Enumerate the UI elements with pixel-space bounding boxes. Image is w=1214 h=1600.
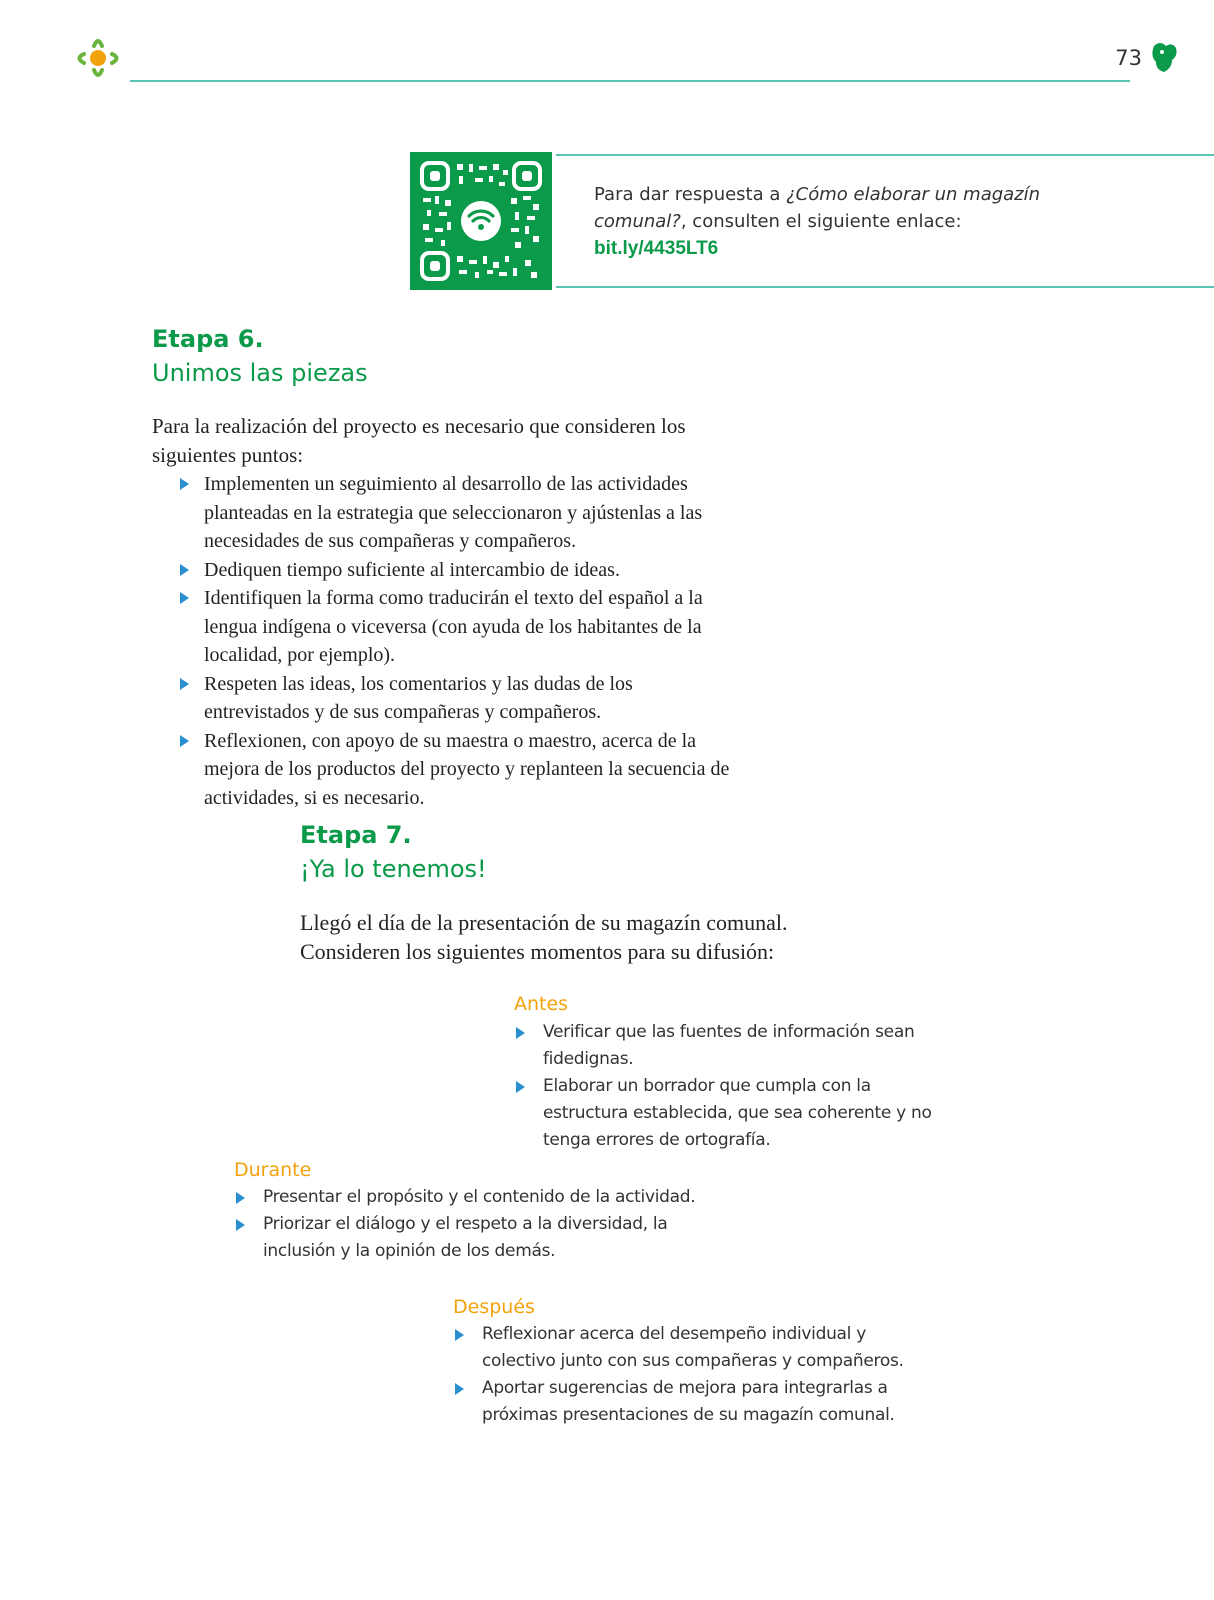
header-rule (130, 80, 1130, 82)
flower-logo-icon (72, 34, 124, 84)
stage6-title: Unimos las piezas (152, 359, 368, 387)
list-item-text: Respeten las ideas, los comentarios y las dudas de los entrevistados y de sus compañeras y compañeros. (204, 672, 633, 723)
list-item-text: Aportar sugerencias de mejora para integrarlas a próximas presentaciones de su magazín comunal. (482, 1378, 895, 1425)
stage7-number: Etapa 7. (300, 821, 412, 849)
list-item (234, 1211, 724, 1265)
antes-list (514, 1019, 994, 1154)
list-item (514, 1073, 994, 1154)
bullet-arrow-icon (516, 1081, 525, 1093)
list-item-text: Verificar que las fuentes de información sean fidedignas. (543, 1022, 915, 1069)
despues-list (453, 1321, 943, 1429)
list-item-text: Presentar el propósito y el contenido de la actividad. (263, 1187, 696, 1207)
stage7-heading (300, 818, 487, 886)
list-item-text: Identifiquen la forma como traducirán el texto del español a la lengua indígena o viceversa (con ayuda de los habitantes de la localidad, por ejemplo). (204, 587, 703, 666)
stage6-heading (152, 322, 368, 390)
page-number: 73 (1115, 46, 1142, 70)
list-item-text: Elaborar un borrador que cumpla con la estructura establecida, que sea coherente y no tenga errores de ortografía. (543, 1076, 932, 1150)
list-item-text: Reflexionar acerca del desempeño individual y colectivo junto con sus compañeras y compañeros. (482, 1324, 904, 1371)
list-item (178, 556, 738, 585)
durante-heading: Durante (234, 1159, 312, 1181)
stage7-intro: Llegó el día de la presentación de su magazín comunal. Consideren los siguientes momentos para su difusión: (300, 910, 788, 964)
bullet-arrow-icon (180, 564, 189, 576)
list-item (178, 584, 738, 670)
qr-link[interactable]: bit.ly/4435LT6 (594, 238, 719, 259)
bullet-arrow-icon (236, 1219, 245, 1231)
qr-code-icon (419, 160, 543, 282)
list-item (453, 1375, 943, 1429)
stage6-intro: Para la realización del proyecto es necesario que consideren los siguientes puntos: (152, 414, 686, 467)
stage7-title: ¡Ya lo tenemos! (300, 855, 487, 883)
bullet-arrow-icon (516, 1027, 525, 1039)
list-item-text: Dediquen tiempo suficiente al intercambio de ideas. (204, 558, 620, 581)
bullet-arrow-icon (180, 592, 189, 604)
qr-code[interactable] (410, 152, 552, 290)
qr-caption-after: , consulten el siguiente enlace: (680, 211, 962, 232)
list-item-text: Reflexionen, con apoyo de su maestra o maestro, acerca de la mejora de los productos del proyecto y replanteen la secuencia de actividades, si es necesario. (204, 729, 730, 809)
antes-heading: Antes (514, 993, 569, 1015)
despues-heading: Después (453, 1296, 535, 1318)
qr-caption (594, 181, 1064, 262)
list-item-text: Implementen un seguimiento al desarrollo de las actividades planteadas en la estrategia que seleccionaron y ajústenlas a las necesidades de sus compañeras y compañeros. (204, 473, 703, 552)
green-figure-icon (1150, 40, 1180, 74)
bullet-arrow-icon (180, 678, 189, 690)
qr-caption-before: Para dar respuesta a (594, 184, 787, 205)
list-item (178, 470, 738, 556)
stage6-list (178, 470, 738, 812)
list-item (178, 727, 738, 813)
qr-caption-question: ¿Cómo elaborar un magazín comunal? (594, 184, 1041, 232)
bullet-arrow-icon (180, 478, 189, 490)
bullet-arrow-icon (455, 1383, 464, 1395)
durante-list (234, 1184, 724, 1265)
list-item (514, 1019, 994, 1073)
qr-top-rule (556, 154, 1214, 156)
list-item (453, 1321, 943, 1375)
list-item (234, 1184, 724, 1211)
list-item-text: Priorizar el diálogo y el respeto a la diversidad, la inclusión y la opinión de los demás. (263, 1214, 668, 1261)
stage6-number: Etapa 6. (152, 325, 264, 353)
list-item (178, 670, 738, 727)
bullet-arrow-icon (236, 1192, 245, 1204)
qr-bottom-rule (556, 286, 1214, 288)
bullet-arrow-icon (455, 1329, 464, 1341)
bullet-arrow-icon (180, 735, 189, 747)
